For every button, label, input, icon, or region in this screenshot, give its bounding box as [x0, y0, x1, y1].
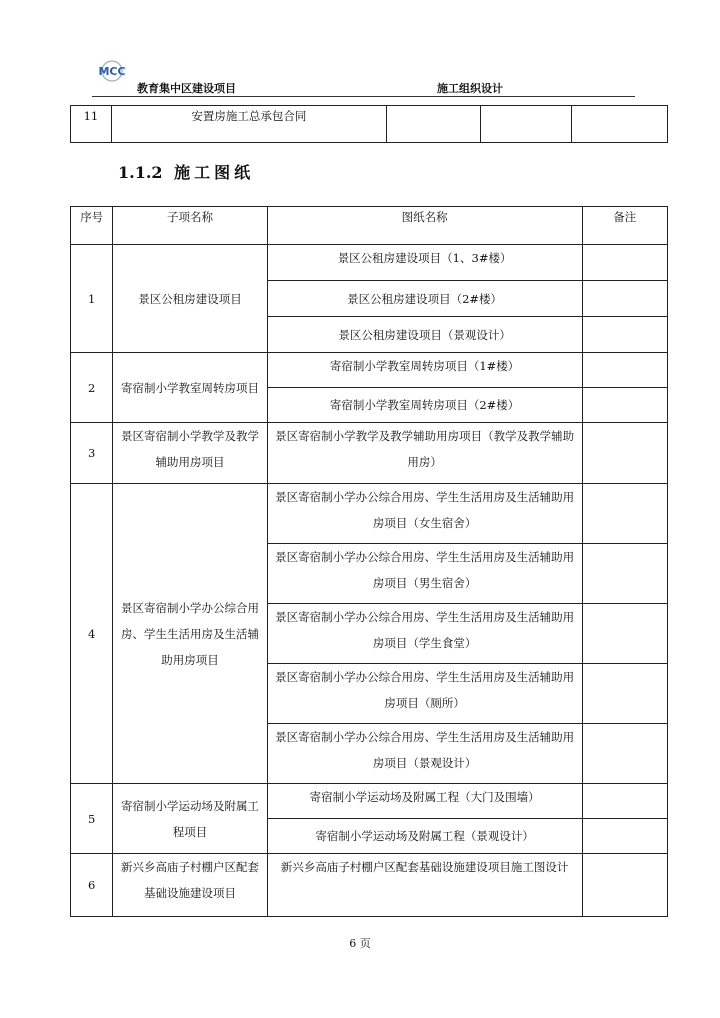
section-title: 施工图纸: [174, 163, 255, 182]
group-number: 1: [71, 245, 113, 353]
drawing-name: 景区寄宿制小学教学及教学辅助用房项目（教学及教学辅助用房）: [267, 423, 582, 484]
drawing-name: 新兴乡高庙子村棚户区配套基础设施建设项目施工图设计: [267, 854, 582, 917]
header-project-title: 教育集中区建设项目: [137, 82, 236, 95]
remark-cell: [582, 353, 667, 388]
remark-cell: [582, 423, 667, 484]
remark-cell: [582, 317, 667, 353]
drawing-name: 景区公租房建设项目（1、3#楼）: [267, 245, 582, 281]
page-number: 6 页: [349, 937, 371, 950]
table-header-row: [71, 207, 668, 245]
drawing-name: 景区寄宿制小学办公综合用房、学生生活用房及生活辅助用房项目（女生宿舍）: [267, 484, 582, 544]
group-item: 景区寄宿制小学办公综合用房、学生生活用房及生活辅助用房项目: [113, 484, 267, 784]
section-number: 1.1.2: [118, 163, 163, 182]
group-number: 2: [71, 353, 113, 423]
contract-table-continued: [70, 105, 668, 143]
drawing-name: 景区公租房建设项目（景观设计）: [267, 317, 582, 353]
table-row: [71, 484, 668, 544]
group-number: 3: [71, 423, 113, 484]
empty-cell: [386, 106, 480, 143]
row-number: 11: [71, 106, 112, 143]
remark-cell: [582, 484, 667, 544]
remark-cell: [582, 281, 667, 317]
drawing-name: 景区公租房建设项目（2#楼）: [267, 281, 582, 317]
group-item: 景区公租房建设项目: [113, 245, 267, 353]
remark-cell: [582, 819, 667, 854]
remark-cell: [582, 245, 667, 281]
remark-cell: [582, 664, 667, 724]
table-row: [71, 245, 668, 281]
drawing-name: 寄宿制小学运动场及附属工程（景观设计）: [267, 819, 582, 854]
header-doc-title: 施工组织设计: [437, 82, 503, 95]
drawing-name: 寄宿制小学教室周转房项目（1#楼）: [267, 353, 582, 388]
mcc-logo: [94, 60, 130, 82]
remark-cell: [582, 544, 667, 604]
group-item: 寄宿制小学运动场及附属工程项目: [113, 784, 267, 854]
col-header-item: 子项名称: [113, 207, 267, 245]
remark-cell: [582, 724, 667, 784]
table-row: [71, 423, 668, 484]
drawing-name: 景区寄宿制小学办公综合用房、学生生活用房及生活辅助用房项目（学生食堂）: [267, 604, 582, 664]
svg-text:MCC: MCC: [98, 65, 126, 78]
group-item: 新兴乡高庙子村棚户区配套基础设施建设项目: [113, 854, 267, 917]
drawing-name: 景区寄宿制小学办公综合用房、学生生活用房及生活辅助用房项目（厕所）: [267, 664, 582, 724]
group-number: 6: [71, 854, 113, 917]
col-header-drawing: 图纸名称: [267, 207, 582, 245]
drawing-name: 景区寄宿制小学办公综合用房、学生生活用房及生活辅助用房项目（景观设计）: [267, 724, 582, 784]
group-number: 4: [71, 484, 113, 784]
table-row: [71, 854, 668, 917]
remark-cell: [582, 854, 667, 917]
drawing-name: 寄宿制小学运动场及附属工程（大门及围墙）: [267, 784, 582, 819]
table-row: [71, 106, 668, 143]
col-header-remark: 备注: [582, 207, 667, 245]
drawing-name: 景区寄宿制小学办公综合用房、学生生活用房及生活辅助用房项目（男生宿舍）: [267, 544, 582, 604]
col-header-no: 序号: [71, 207, 113, 245]
group-number: 5: [71, 784, 113, 854]
remark-cell: [582, 784, 667, 819]
drawing-name: 寄宿制小学教室周转房项目（2#楼）: [267, 388, 582, 423]
table-row: [71, 353, 668, 388]
section-heading: [118, 160, 254, 183]
empty-cell: [571, 106, 667, 143]
contract-name: 安置房施工总承包合同: [111, 106, 386, 143]
remark-cell: [582, 604, 667, 664]
header-divider: [92, 96, 635, 97]
table-row: [71, 784, 668, 819]
remark-cell: [582, 388, 667, 423]
group-item: 寄宿制小学教室周转房项目: [113, 353, 267, 423]
empty-cell: [481, 106, 571, 143]
group-item: 景区寄宿制小学教学及教学辅助用房项目: [113, 423, 267, 484]
drawings-table: [70, 206, 668, 917]
